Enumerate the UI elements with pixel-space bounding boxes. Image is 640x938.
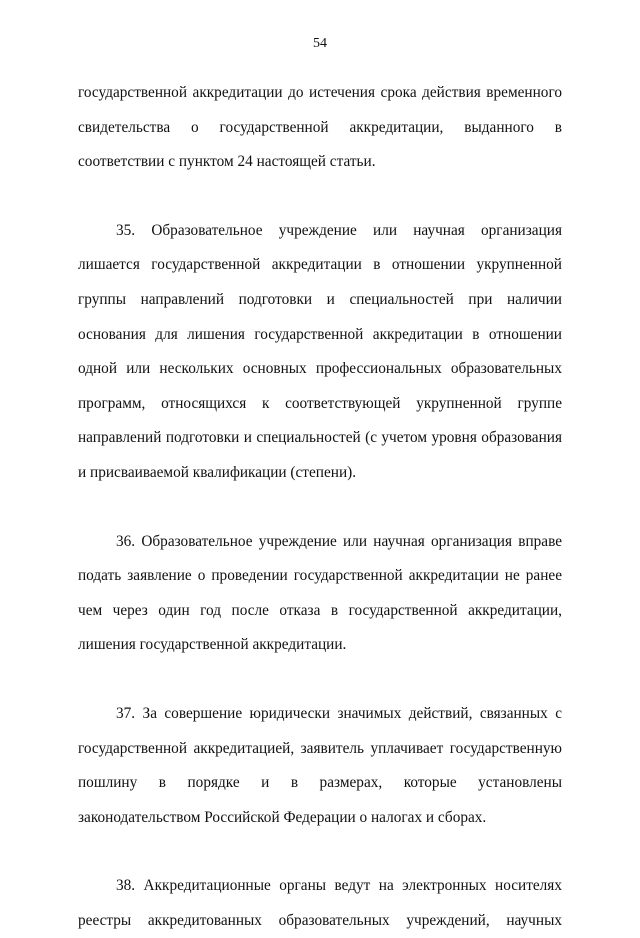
paragraph-35: 35. Образовательное учреждение или научная организация лишается государственной аккредитации в отношении укрупненной группы направлений подготовки и специальностей при наличии основания для лишения государственной аккредитации в отношении одной или нескольких основных профессиональных образовательных программ, относящихся к соответствующей укрупненной группе направлений подготовки и специальностей (с учетом уровня образования и присваиваемой квалификации (степени). [78, 221, 562, 481]
paragraph-38: 38. Аккредитационные органы ведут на электронных носителях реестры аккредитованных образовательных учреждений, научных [78, 877, 562, 929]
page-number: 54 [313, 36, 327, 51]
paragraph-continuation: государственной аккредитации до истечения срока действия временного свидетельства о государственной аккредитации, выданного в соответствии с пунктом 24 настоящей статьи. [78, 84, 562, 171]
paragraph-36: 36. Образовательное учреждение или научная организация вправе подать заявление о проведении государственной аккредитации не ранее чем через один год после отказа в государственной аккредитации, лишения государственной аккредитации. [78, 532, 562, 654]
paragraph-37: 37. За совершение юридически значимых действий, связанных с государственной аккредитацией, заявитель уплачивает государственную пошлину в порядке и в размерах, которые установлены законодательством Российской Федерации о налогах и сборах. [78, 704, 562, 826]
document-body [78, 76, 562, 938]
